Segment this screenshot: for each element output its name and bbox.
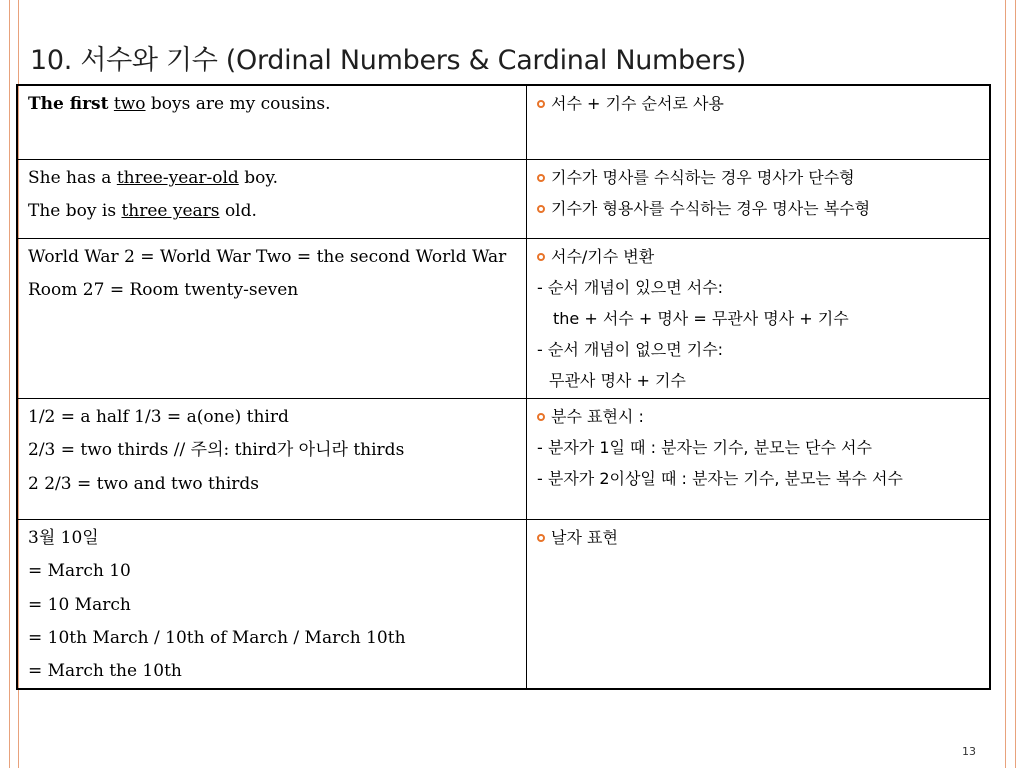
page-number: 13: [962, 745, 976, 758]
bullet-text: 서수/기수 변환: [551, 247, 655, 266]
example-line: 1/2 = a half 1/3 = a(one) third: [28, 407, 289, 427]
circle-bullet-icon: [537, 100, 545, 108]
bullet-item: [537, 247, 979, 267]
bullet-item: [537, 528, 979, 548]
example-line: 2/3 = two thirds // 주의: third가 아니라 thirds: [28, 440, 405, 461]
text: old.: [219, 201, 257, 222]
bullet-text: 분수 표현시 :: [551, 407, 644, 426]
bullet-item: [537, 407, 979, 427]
bullet-text: 날자 표현: [551, 528, 618, 547]
sub-line: - 순서 개념이 있으면 서수:: [537, 278, 724, 297]
example-line: 2 2/3 = two and two thirds: [28, 473, 259, 494]
table-row: [17, 85, 990, 160]
example-cell: [17, 160, 527, 239]
bullet-text: 기수가 명사를 수식하는 경우 명사가 단수형: [551, 168, 855, 187]
explanation-cell: [527, 520, 991, 690]
explanation-cell: [527, 160, 991, 239]
example-line: Room 27 = Room twenty-seven: [28, 280, 299, 301]
sub-line: - 분자가 1일 때 : 분자는 기수, 분모는 단수 서수: [537, 438, 872, 457]
bullet-item: [537, 168, 979, 188]
text: boy.: [238, 168, 279, 188]
example-line: World War 2 = World War Two = the second World War: [28, 247, 507, 267]
example-line: [28, 201, 516, 222]
bullet-item: [537, 94, 979, 114]
table-row: [17, 160, 990, 239]
text: boys are my cousins.: [145, 94, 331, 114]
explanation-cell: [527, 239, 991, 399]
bullet-item: [537, 199, 979, 219]
example-line: [28, 168, 516, 189]
example-line: [28, 94, 516, 115]
example-cell: [17, 399, 527, 520]
example-cell: [17, 239, 527, 399]
content-table: [16, 84, 991, 690]
right-frame-border: [1005, 0, 1024, 768]
circle-bullet-icon: [537, 205, 545, 213]
circle-bullet-icon: [537, 174, 545, 182]
sub-line: 무관사 명사 + 기수: [549, 371, 686, 390]
text: The boy is: [28, 201, 122, 222]
sub-line: the + 서수 + 명사 = 무관사 명사 + 기수: [553, 309, 849, 328]
table-row: [17, 399, 990, 520]
bullet-text: 서수 + 기수 순서로 사용: [551, 94, 724, 113]
underlined-text: three-year-old: [116, 168, 239, 188]
sub-line: - 순서 개념이 없으면 기수:: [537, 340, 724, 359]
sub-line: - 분자가 2이상일 때 : 분자는 기수, 분모는 복수 서수: [537, 469, 903, 488]
example-line: = 10 March: [28, 594, 131, 615]
example-line: = 10th March / 10th of March / March 10th: [28, 627, 406, 648]
underlined-text: three years: [121, 201, 220, 222]
bold-text: The first: [28, 94, 109, 114]
example-line: = March the 10th: [28, 661, 182, 681]
circle-bullet-icon: [537, 253, 545, 261]
example-cell: [17, 520, 527, 690]
example-line: = March 10: [28, 561, 131, 582]
example-line: 3월 10일: [28, 528, 99, 548]
circle-bullet-icon: [537, 534, 545, 542]
slide-title: 10. 서수와 기수 (Ordinal Numbers & Cardinal Numbers): [30, 45, 747, 76]
explanation-cell: [527, 85, 991, 160]
circle-bullet-icon: [537, 413, 545, 421]
text: She has a: [28, 168, 117, 188]
table-row: [17, 520, 990, 690]
table-row: [17, 239, 990, 399]
explanation-cell: [527, 399, 991, 520]
underlined-text: two: [113, 94, 146, 114]
example-cell: [17, 85, 527, 160]
bullet-text: 기수가 형용사를 수식하는 경우 명사는 복수형: [551, 199, 871, 218]
